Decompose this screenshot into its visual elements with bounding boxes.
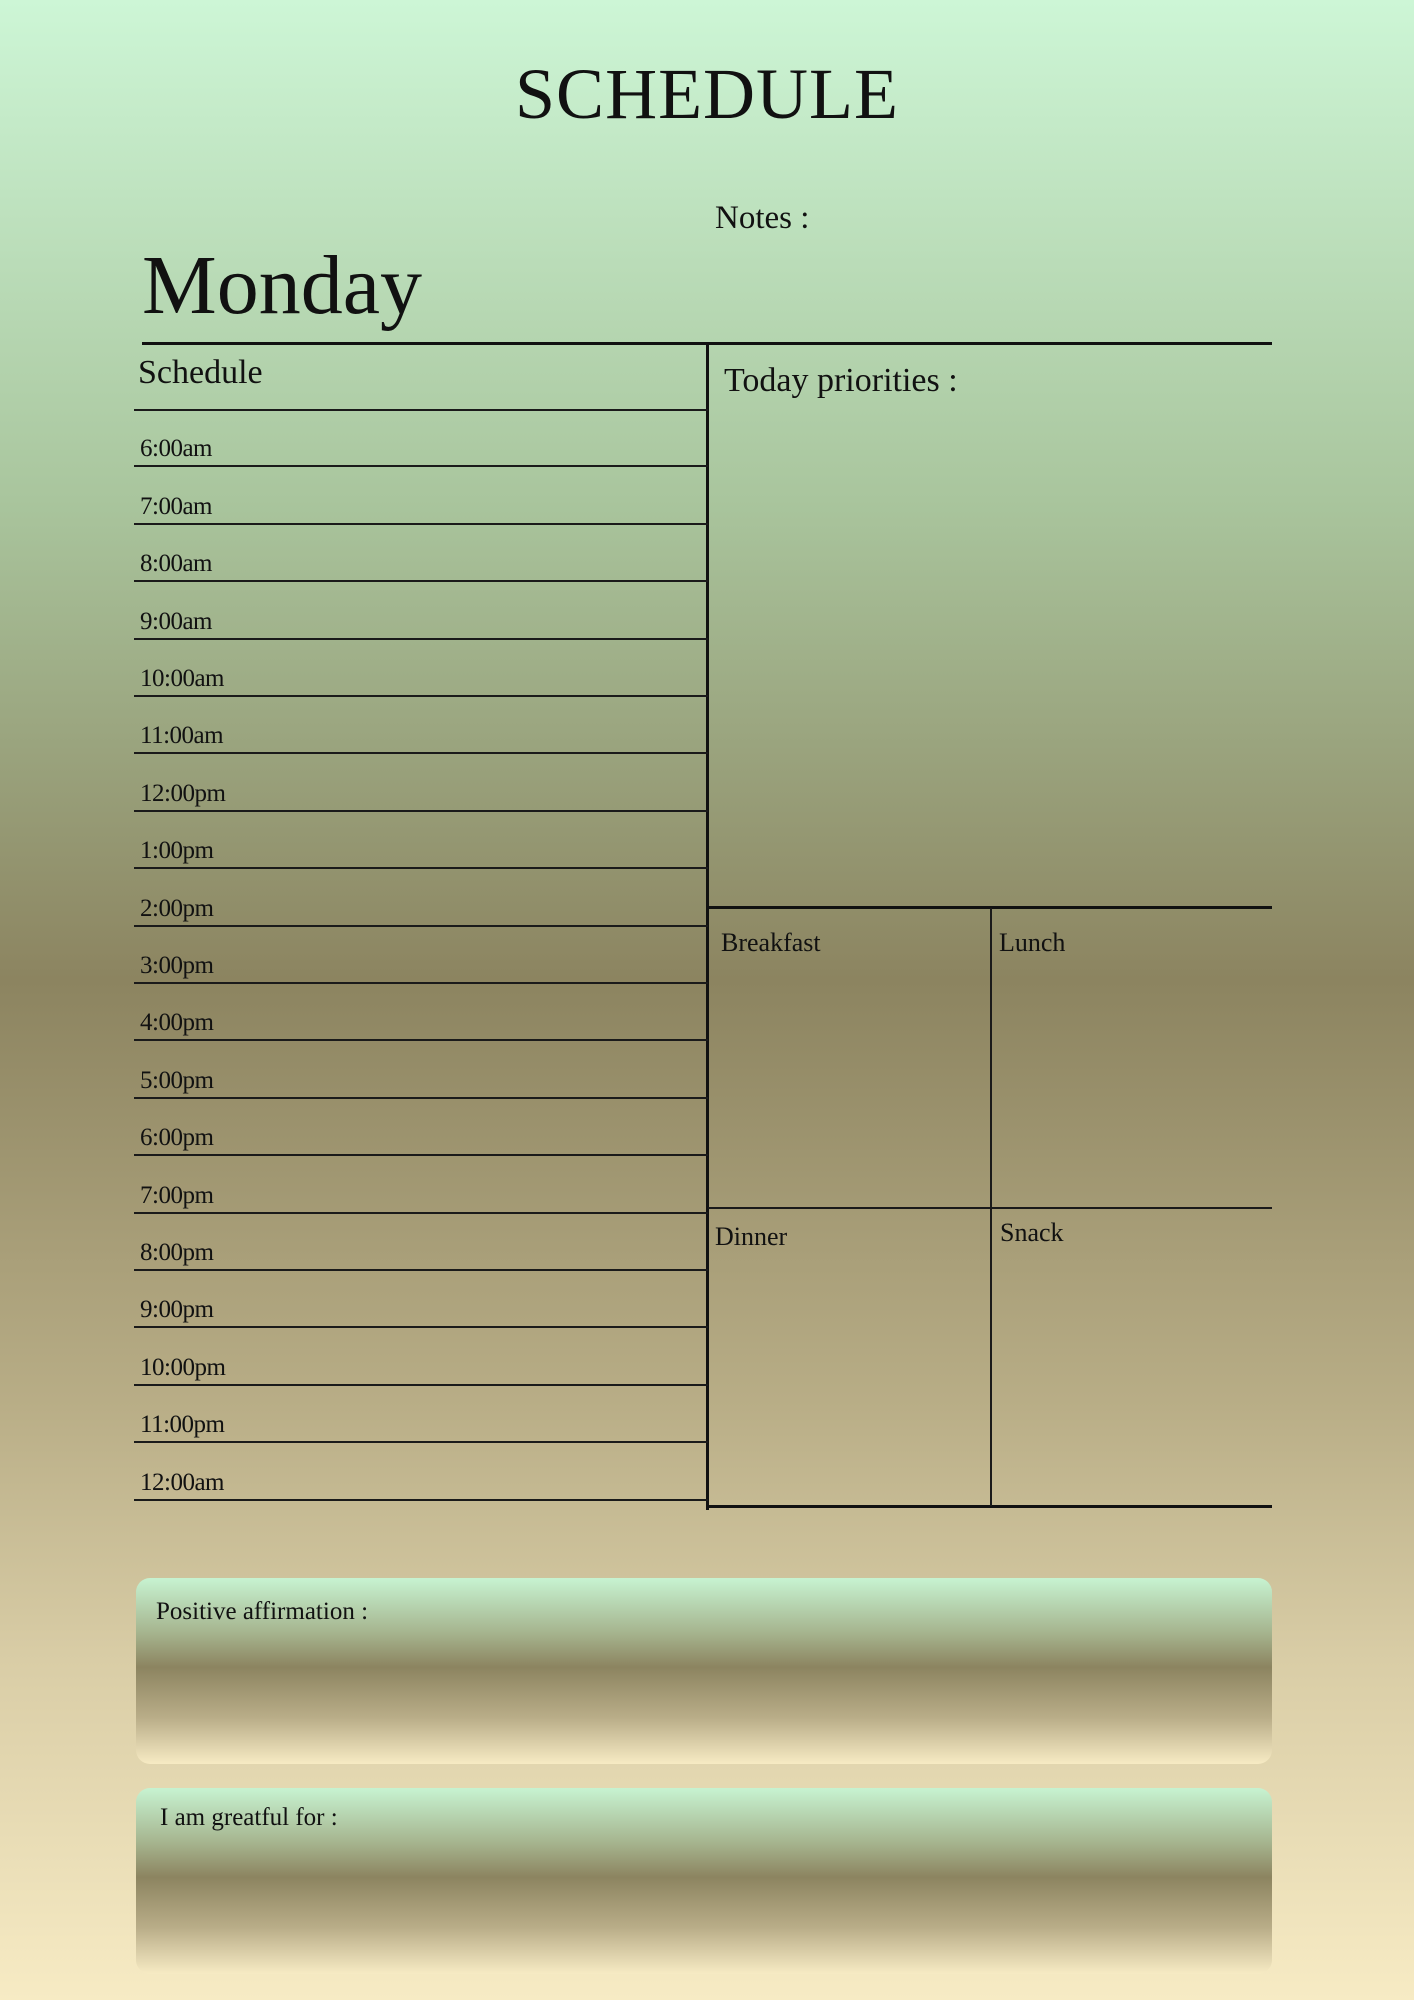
schedule-slot-time: 7:00pm [140,1181,214,1209]
schedule-slot-time: 1:00pm [140,837,214,865]
page-title: SCHEDULE [515,54,899,134]
schedule-slot-time: 6:00pm [140,1124,214,1152]
schedule-slot[interactable] [134,1041,708,1098]
schedule-slot-time: 9:00pm [140,1296,214,1324]
affirmation-box[interactable] [136,1578,1272,1764]
day-title: Monday [142,239,422,332]
schedule-heading: Schedule [138,354,263,391]
schedule-slot[interactable] [134,869,708,926]
schedule-slot[interactable] [134,697,708,754]
schedule-slot[interactable] [134,410,708,467]
gratitude-box[interactable] [136,1788,1272,1974]
schedule-slot[interactable] [134,984,708,1041]
meals-middle-divider [708,1207,1272,1209]
schedule-slot[interactable] [134,582,708,639]
meal-snack-label: Snack [1000,1218,1064,1247]
schedule-slot[interactable] [134,1099,708,1156]
schedule-slot-time: 4:00pm [140,1009,214,1037]
priorities-area[interactable] [712,410,1268,900]
schedule-slot-time: 8:00am [140,550,212,578]
schedule-slot[interactable] [134,1271,708,1328]
schedule-slot[interactable] [134,525,708,582]
meal-lunch-label: Lunch [999,928,1066,957]
schedule-slot-time: 9:00am [140,607,212,635]
schedule-slot-time: 11:00am [140,722,224,750]
schedule-slot-time: 10:00pm [140,1353,226,1381]
schedule-slot-time: 11:00pm [140,1411,225,1439]
affirmation-label: Positive affirmation : [156,1598,369,1625]
schedule-slot-time: 12:00am [140,1468,224,1496]
schedule-slot[interactable] [134,812,708,869]
schedule-slot-time: 8:00pm [140,1238,214,1266]
schedule-slot[interactable] [134,1443,708,1500]
schedule-slot-time: 3:00pm [140,951,214,979]
meal-dinner-label: Dinner [715,1222,788,1251]
schedule-slot[interactable] [134,927,708,984]
schedule-slot-time: 12:00pm [140,779,226,807]
schedule-slot[interactable] [134,1328,708,1385]
schedule-slot-time: 5:00pm [140,1066,214,1094]
schedule-slot[interactable] [134,1214,708,1271]
meal-breakfast-label: Breakfast [721,928,821,957]
notes-label: Notes : [715,200,810,236]
schedule-slot-time: 2:00pm [140,894,214,922]
schedule-slot-time: 10:00am [140,664,224,692]
schedule-slot[interactable] [134,640,708,697]
schedule-slot[interactable] [134,1386,708,1443]
schedule-slot-time: 7:00am [140,492,212,520]
priorities-heading: Today priorities : [724,362,958,399]
gratitude-label: I am greatful for : [160,1804,338,1831]
schedule-slot[interactable] [134,1156,708,1213]
schedule-slot[interactable] [134,467,708,524]
schedule-header-line [134,350,708,411]
schedule-slot[interactable] [134,754,708,811]
schedule-slot-time: 6:00am [140,435,212,463]
